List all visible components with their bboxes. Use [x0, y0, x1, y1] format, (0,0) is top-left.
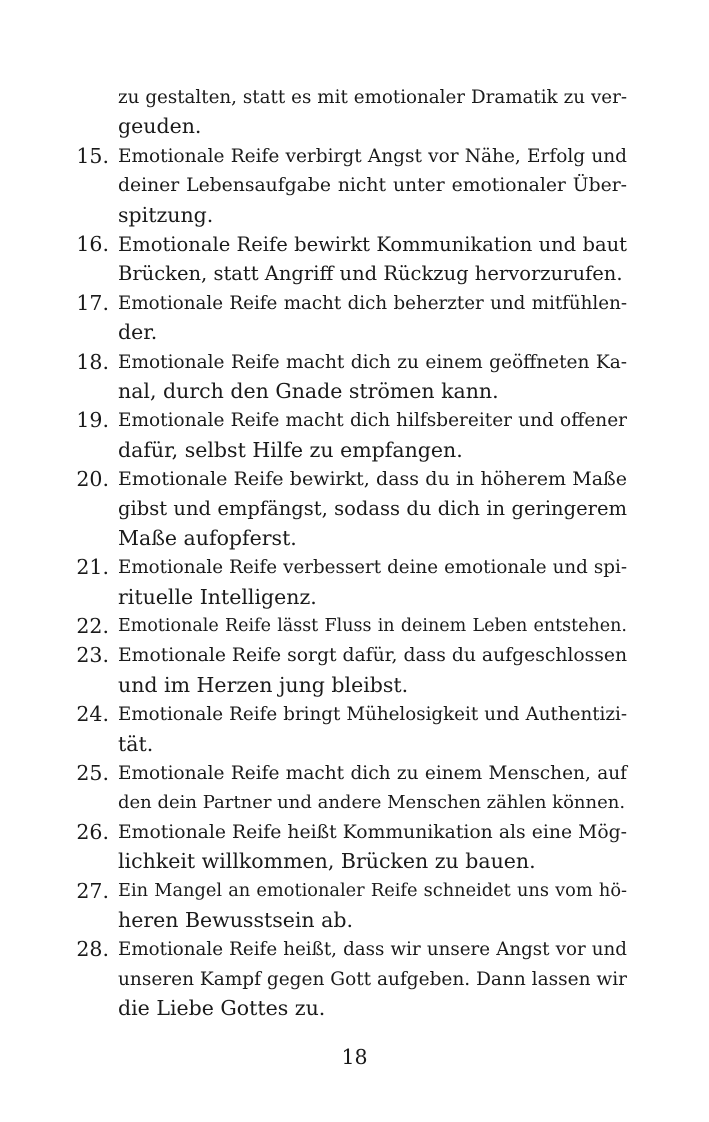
- item-text: Maße aufopferst.: [118, 525, 297, 550]
- list-item: [0, 877, 709, 936]
- item-text: Brücken, statt Angriff und Rückzug hervorzurufen.: [118, 262, 623, 286]
- item-text: geuden.: [118, 114, 202, 139]
- item-text: Emotionale Reife verbirgt Angst vor Nähe, Erfolg und: [118, 145, 627, 167]
- list-item: [0, 406, 709, 465]
- item-text: Emotionale Reife macht dich beherzter und mitfühlen-: [118, 292, 627, 314]
- item-text: heren Bewusstsein ab.: [118, 907, 353, 932]
- item-text: den dein Partner und andere Menschen zählen können.: [118, 792, 626, 814]
- list-item: [0, 935, 709, 1023]
- page-body: [0, 83, 709, 1024]
- item-number: 20.: [76, 467, 109, 492]
- text-line: [0, 583, 709, 612]
- item-number: 27.: [76, 878, 109, 903]
- text-line: [0, 377, 709, 406]
- text-line: [0, 230, 709, 259]
- text-line: [0, 289, 709, 318]
- text-line: [0, 906, 709, 935]
- item-text: rituelle Intelligenz.: [118, 584, 317, 609]
- text-line: [0, 112, 709, 141]
- item-number: 18.: [76, 349, 109, 374]
- item-text: Ein Mangel an emotionaler Reife schneidet uns vom hö-: [118, 880, 627, 901]
- item-number: 23.: [76, 643, 109, 668]
- text-line: [0, 201, 709, 230]
- item-number: 21.: [76, 555, 109, 580]
- list-item: [0, 641, 709, 700]
- item-number: 16.: [76, 231, 109, 256]
- list-item: [0, 700, 709, 759]
- item-text: dafür, selbst Hilfe zu empfangen.: [118, 437, 463, 462]
- list-item: [0, 142, 709, 230]
- text-line: [0, 700, 709, 729]
- item-text: Emotionale Reife bewirkt Kommunikation und baut: [118, 232, 627, 256]
- text-line: [0, 259, 709, 288]
- item-text: tät.: [118, 731, 154, 756]
- item-text: Emotionale Reife lässt Fluss in deinem Leben entstehen.: [118, 616, 627, 637]
- continued-item: [0, 83, 709, 142]
- text-line: [0, 465, 709, 494]
- item-number: 24.: [76, 702, 109, 727]
- item-number: 28.: [76, 937, 109, 962]
- text-line: [0, 994, 709, 1023]
- list-item: [0, 818, 709, 877]
- text-line: [0, 524, 709, 553]
- item-text: nal, durch den Gnade strömen kann.: [118, 378, 499, 403]
- text-line: [0, 730, 709, 759]
- text-line: [0, 553, 709, 582]
- text-line: [0, 494, 709, 523]
- text-line: [0, 759, 709, 788]
- item-text: Emotionale Reife macht dich zu einem Menschen, auf: [118, 762, 627, 784]
- item-number: 22.: [76, 614, 109, 639]
- text-line: [0, 788, 709, 817]
- item-text: Emotionale Reife macht dich zu einem geöffneten Ka-: [118, 351, 627, 373]
- item-text: lichkeit willkommen, Brücken zu bauen.: [118, 849, 536, 874]
- item-text: Emotionale Reife heißt Kommunikation als eine Mög-: [118, 821, 627, 843]
- text-line: [0, 641, 709, 670]
- list-item: [0, 230, 709, 289]
- text-line: [0, 935, 709, 964]
- text-line: [0, 671, 709, 700]
- text-line: [0, 318, 709, 347]
- page-number: 18: [341, 1045, 368, 1069]
- item-text: zu gestalten, statt es mit emotionaler Dramatik zu ver-: [118, 87, 627, 108]
- item-number: 17.: [76, 290, 109, 315]
- list-item: [0, 289, 709, 348]
- item-text: spitzung.: [118, 202, 214, 227]
- item-text: unseren Kampf gegen Gott aufgeben. Dann lassen wir: [118, 968, 627, 990]
- text-line: [0, 436, 709, 465]
- item-text: der.: [118, 320, 158, 345]
- list-item: [0, 465, 709, 553]
- item-text: Emotionale Reife bewirkt, dass du in höherem Maße: [118, 468, 627, 491]
- text-line: [0, 965, 709, 994]
- item-text: Emotionale Reife verbessert deine emotionale und spi-: [118, 557, 627, 579]
- item-text: deiner Lebensaufgabe nicht unter emotionaler Über-: [118, 175, 627, 197]
- item-text: und im Herzen jung bleibst.: [118, 672, 409, 697]
- item-text: gibst und empfängst, sodass du dich in geringerem: [118, 497, 627, 521]
- item-text: Emotionale Reife bringt Mühelosigkeit und Authentizi-: [118, 704, 627, 726]
- item-number: 15.: [76, 143, 109, 168]
- item-number: 25.: [76, 760, 109, 785]
- text-line: [0, 877, 709, 906]
- item-text: Emotionale Reife heißt, dass wir unsere Angst vor und: [118, 939, 627, 961]
- item-number: 26.: [76, 819, 109, 844]
- text-line: [0, 847, 709, 876]
- text-line: [0, 348, 709, 377]
- text-line: [0, 83, 709, 112]
- item-number: 19.: [76, 408, 109, 433]
- item-text: Emotionale Reife sorgt dafür, dass du aufgeschlossen: [118, 645, 628, 667]
- text-line: [0, 406, 709, 435]
- text-line: [0, 818, 709, 847]
- text-line: [0, 142, 709, 171]
- text-line: [0, 171, 709, 200]
- item-text: die Liebe Gottes zu.: [118, 996, 326, 1021]
- list-item: [0, 612, 709, 641]
- text-line: [0, 612, 709, 641]
- list-item: [0, 759, 709, 818]
- list-item: [0, 348, 709, 407]
- list-item: [0, 553, 709, 612]
- item-text: Emotionale Reife macht dich hilfsbereiter und offener: [118, 410, 627, 432]
